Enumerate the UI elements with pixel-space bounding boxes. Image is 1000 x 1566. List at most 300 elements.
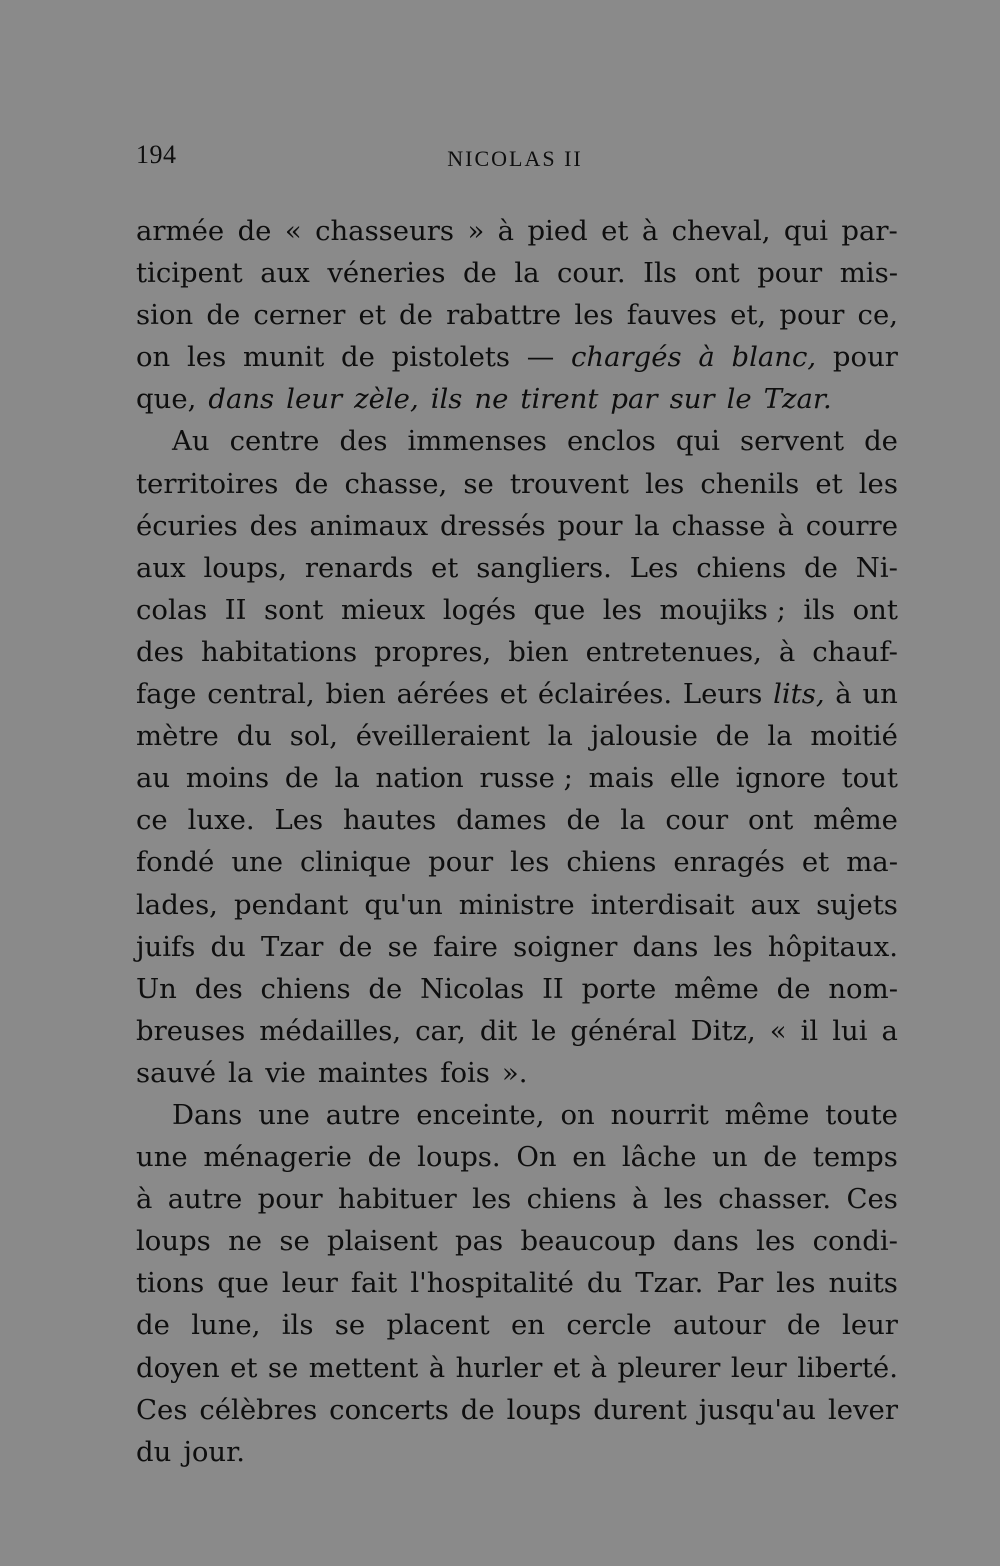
word: cour.: [557, 257, 626, 290]
text-line: [136, 463, 898, 505]
word: fage: [136, 678, 197, 711]
word: chargés: [570, 341, 682, 374]
word: à: [835, 678, 852, 711]
word: sujets: [816, 888, 898, 921]
word: chauf-: [812, 635, 898, 668]
word: chiens: [260, 972, 351, 1005]
word: général: [570, 1014, 677, 1047]
text-line: [136, 210, 898, 252]
word: fait: [350, 1267, 398, 1300]
word: du: [136, 1435, 172, 1468]
word: lits,: [773, 678, 825, 711]
word: On: [516, 1141, 557, 1174]
word: sangliers.: [476, 551, 612, 584]
word: chasseurs: [315, 215, 455, 247]
word: dames: [456, 804, 547, 837]
word: pour: [257, 1183, 323, 1216]
text-line: [136, 968, 898, 1010]
word: Au: [172, 425, 210, 458]
word: loups,: [203, 551, 287, 584]
text-line: [136, 1220, 898, 1262]
word: II: [542, 972, 564, 1005]
word: une: [231, 846, 284, 879]
word: pendant: [233, 888, 349, 921]
word: ticipent: [136, 257, 243, 290]
word: doyen: [136, 1351, 220, 1384]
word: pistolets: [391, 341, 511, 374]
word: mis-: [839, 257, 898, 290]
word: toute: [825, 1098, 898, 1131]
word: pour: [832, 341, 898, 374]
word: chasse: [671, 509, 766, 542]
word: dans: [208, 383, 275, 416]
text-line: [136, 1431, 898, 1473]
word: blanc,: [731, 341, 817, 374]
word: courre: [805, 509, 898, 542]
text-line: [136, 336, 898, 378]
word: à: [778, 635, 796, 668]
word: lades,: [136, 888, 218, 921]
running-title: NICOLAS II: [447, 146, 583, 171]
word: de: [786, 1309, 821, 1342]
text-line: [136, 1094, 898, 1136]
word: sur: [669, 383, 715, 416]
word: de: [136, 1309, 170, 1342]
word: que: [533, 593, 586, 626]
word: se: [279, 1225, 310, 1258]
word: les: [472, 1183, 512, 1216]
word: chiens: [696, 551, 787, 584]
word: un: [712, 1141, 748, 1174]
word: tout: [841, 762, 898, 795]
word: ma-: [846, 846, 898, 879]
text-line: [136, 841, 898, 883]
word: et: [815, 467, 843, 500]
word: à: [641, 215, 659, 247]
word: pas: [455, 1225, 504, 1258]
word: la: [228, 1056, 254, 1089]
word: les: [858, 467, 898, 500]
text-line: [136, 1010, 898, 1052]
text-line: [136, 252, 898, 294]
word: Ces: [136, 1393, 188, 1426]
text-line: [136, 1262, 898, 1304]
word: central,: [207, 678, 315, 711]
text-line: [136, 673, 898, 715]
text-line: [136, 1304, 898, 1346]
word: porte: [581, 972, 657, 1005]
word: Tzar: [261, 930, 324, 963]
word: ont: [694, 257, 740, 290]
word: mètre: [136, 720, 219, 753]
word: ce,: [857, 299, 898, 332]
word: des: [136, 635, 184, 668]
word: ne: [474, 383, 509, 416]
word: le: [531, 1014, 557, 1047]
word: du: [236, 720, 272, 753]
word: sont: [264, 593, 324, 626]
word: beaucoup: [520, 1225, 656, 1258]
word: en: [572, 1141, 607, 1174]
word: du: [210, 930, 246, 963]
word: lune,: [191, 1309, 261, 1342]
word: de: [763, 1141, 798, 1174]
word: concerts: [329, 1393, 449, 1426]
word: la: [334, 762, 360, 795]
text-line: [136, 926, 898, 968]
text-line: [136, 547, 898, 589]
word: écuries: [136, 509, 238, 542]
text-line: [136, 1136, 898, 1178]
word: de: [367, 1141, 402, 1174]
word: de: [368, 972, 403, 1005]
text-line: [136, 1178, 898, 1220]
word: rabattre: [446, 299, 562, 332]
word: et: [230, 1351, 258, 1384]
word: zèle,: [354, 383, 419, 416]
word: renards: [304, 551, 414, 584]
word: et: [431, 551, 459, 584]
word: —: [526, 341, 555, 374]
word: moins: [185, 762, 270, 795]
word: de: [566, 804, 601, 837]
word: et: [552, 1351, 581, 1384]
word: trouvent: [509, 467, 629, 500]
word: ce: [136, 804, 168, 837]
word: jalousie: [590, 720, 698, 753]
text-line: [136, 378, 898, 420]
word: Leurs: [682, 678, 763, 711]
word: de: [284, 762, 319, 795]
word: à: [631, 1183, 649, 1216]
word: de: [460, 1393, 495, 1426]
word: éclairées.: [537, 678, 673, 711]
text-line: [136, 631, 898, 673]
word: dans: [673, 1225, 739, 1258]
word: l'hospitalité: [410, 1267, 574, 1300]
word: autre: [167, 1183, 243, 1216]
word: moujiks ;: [659, 593, 786, 626]
word: hôpitaux.: [767, 930, 898, 963]
word: la: [767, 720, 793, 753]
word: enceinte,: [416, 1098, 545, 1131]
word: hautes: [343, 804, 437, 837]
word: à: [777, 509, 794, 542]
word: les: [510, 846, 550, 879]
word: les: [756, 1225, 796, 1258]
word: Ils: [643, 257, 677, 290]
word: ministre: [458, 888, 575, 921]
word: une: [258, 1098, 310, 1131]
word: faire: [433, 930, 498, 963]
word: se: [334, 1309, 366, 1342]
word: à: [698, 341, 715, 374]
word: à: [590, 1351, 608, 1384]
word: un: [862, 678, 898, 711]
word: jusqu'au: [698, 1393, 817, 1426]
word: à: [428, 1351, 446, 1384]
word: pour: [428, 846, 494, 879]
word: habituer: [338, 1183, 457, 1216]
word: ».: [501, 1056, 528, 1089]
word: II: [224, 593, 247, 626]
word: même: [674, 972, 759, 1005]
word: pied: [527, 215, 588, 247]
word: nation: [375, 762, 464, 795]
word: sion: [136, 299, 194, 332]
word: chiens: [566, 846, 657, 879]
word: loups: [136, 1225, 211, 1258]
word: russe ;: [479, 762, 573, 795]
word: même: [724, 1098, 810, 1131]
word: lâche: [621, 1141, 697, 1174]
word: mais: [588, 762, 655, 795]
word: Par: [716, 1267, 764, 1300]
word: durent: [593, 1393, 687, 1426]
word: sol,: [289, 720, 338, 753]
word: de: [715, 720, 750, 753]
word: il: [800, 1014, 819, 1047]
word: »: [467, 215, 485, 247]
word: aux: [260, 257, 310, 290]
word: les: [713, 930, 753, 963]
word: Tzar.: [763, 383, 832, 416]
word: de: [804, 551, 838, 584]
word: Ces: [846, 1183, 898, 1216]
word: des: [339, 425, 388, 458]
word: dit: [479, 1014, 518, 1047]
word: interdisait: [590, 888, 735, 921]
word: cercle: [566, 1309, 652, 1342]
word: se: [387, 930, 418, 963]
word: dans: [632, 930, 699, 963]
word: pleurer: [617, 1351, 721, 1384]
word: armée: [136, 215, 225, 247]
word: chenils: [700, 467, 800, 500]
word: la: [514, 257, 540, 290]
text-line: [136, 884, 898, 926]
word: la: [620, 804, 646, 837]
word: chasse,: [344, 467, 448, 500]
word: les: [776, 1267, 816, 1300]
word: et,: [730, 299, 767, 332]
word: animaux: [309, 509, 429, 542]
word: vie: [265, 1056, 306, 1089]
word: territoires: [136, 467, 279, 500]
word: aux: [136, 551, 186, 584]
word: servent: [739, 425, 845, 458]
word: car,: [415, 1014, 466, 1047]
word: véneries: [327, 257, 446, 290]
word: soigner: [513, 930, 618, 963]
word: ménagerie: [203, 1141, 352, 1174]
word: leur: [842, 1309, 898, 1342]
word: clinique: [300, 846, 412, 879]
page-number: 194: [136, 140, 177, 169]
word: ignore: [735, 762, 826, 795]
word: jour.: [183, 1435, 245, 1468]
word: à: [136, 1183, 153, 1216]
word: du: [586, 1267, 623, 1300]
word: colas: [136, 593, 208, 626]
word: liberté.: [797, 1351, 898, 1384]
word: se: [267, 1351, 299, 1384]
word: bien: [508, 635, 569, 668]
word: habitations: [200, 635, 358, 668]
word: leur: [286, 383, 343, 416]
word: munit: [242, 341, 325, 374]
word: de: [338, 930, 373, 963]
word: Un: [136, 972, 177, 1005]
word: et: [358, 299, 386, 332]
word: fauves: [626, 299, 717, 332]
word: «: [769, 1014, 787, 1047]
word: leur: [730, 1351, 787, 1384]
word: chasser.: [718, 1183, 832, 1216]
word: même: [813, 804, 898, 837]
word: se: [463, 467, 494, 500]
word: fondé: [136, 846, 215, 879]
word: pour: [557, 509, 623, 542]
word: temps: [812, 1141, 898, 1174]
word: aérées: [396, 678, 490, 711]
text-line: [136, 505, 898, 547]
word: une: [136, 1141, 188, 1174]
word: au: [136, 762, 171, 795]
word: lever: [827, 1393, 898, 1426]
word: immenses: [407, 425, 547, 458]
word: pour: [757, 257, 823, 290]
word: Tzar.: [635, 1267, 704, 1300]
word: tions: [136, 1267, 205, 1300]
word: par-: [841, 215, 898, 247]
word: Ni-: [855, 551, 898, 584]
word: mettent: [308, 1351, 419, 1384]
word: les: [645, 467, 685, 500]
word: et: [601, 215, 629, 247]
word: Les: [629, 551, 679, 584]
word: lui: [832, 1014, 868, 1047]
word: hurler: [455, 1351, 543, 1384]
word: pour: [779, 299, 845, 332]
word: éveilleraient: [355, 720, 530, 753]
word: de: [399, 299, 433, 332]
word: a: [881, 1014, 898, 1047]
word: ils: [803, 593, 836, 626]
word: cheval,: [671, 215, 771, 247]
word: de: [206, 299, 241, 332]
word: Dans: [172, 1098, 243, 1131]
word: sauvé: [136, 1056, 217, 1089]
word: centre: [229, 425, 320, 458]
text-line: [136, 1347, 898, 1389]
word: enclos: [566, 425, 656, 458]
text-line: [136, 1052, 898, 1094]
word: enragés: [673, 846, 785, 879]
word: que,: [136, 383, 197, 416]
word: placent: [386, 1309, 490, 1342]
word: ils: [430, 383, 463, 416]
word: «: [284, 215, 302, 247]
word: de: [294, 467, 329, 500]
word: breuses: [136, 1014, 246, 1047]
word: la: [634, 509, 660, 542]
word: la: [547, 720, 573, 753]
word: les: [187, 341, 227, 374]
text-line: [136, 589, 898, 631]
word: Nicolas: [420, 972, 525, 1005]
word: autre: [325, 1098, 401, 1131]
word: cour: [665, 804, 729, 837]
word: et: [499, 678, 528, 711]
word: entretenues,: [585, 635, 762, 668]
word: Les: [274, 804, 324, 837]
word: en: [511, 1309, 546, 1342]
word: ne: [228, 1225, 263, 1258]
word: maintes: [317, 1056, 429, 1089]
word: les: [663, 1183, 703, 1216]
word: juifs: [136, 930, 196, 963]
word: les: [574, 299, 614, 332]
word: de: [341, 341, 375, 374]
word: les: [602, 593, 642, 626]
word: que: [217, 1267, 269, 1300]
word: nourrit: [610, 1098, 709, 1131]
word: on: [136, 341, 171, 374]
word: et: [801, 846, 830, 879]
word: qui: [675, 425, 720, 458]
word: mieux: [340, 593, 426, 626]
word: bien: [325, 678, 386, 711]
word: des: [249, 509, 298, 542]
word: on: [560, 1098, 595, 1131]
word: chiens: [526, 1183, 617, 1216]
word: aux: [750, 888, 801, 921]
text-line: [136, 420, 898, 462]
word: logés: [442, 593, 517, 626]
word: cerner: [253, 299, 346, 332]
word: propres,: [374, 635, 492, 668]
word: elle: [669, 762, 720, 795]
word: par: [610, 383, 658, 416]
word: leur: [281, 1267, 338, 1300]
word: loups: [506, 1393, 582, 1426]
word: tirent: [520, 383, 599, 416]
word: qui: [783, 215, 829, 247]
word: autour: [672, 1309, 766, 1342]
text-line: [136, 757, 898, 799]
word: condi-: [812, 1225, 898, 1258]
word: fois: [440, 1056, 490, 1089]
word: qu'un: [364, 888, 443, 921]
word: dressés: [439, 509, 546, 542]
word: Ditz,: [690, 1014, 756, 1047]
text-line: [136, 715, 898, 757]
word: à: [497, 215, 515, 247]
word: de: [462, 257, 497, 290]
word: nuits: [828, 1267, 898, 1300]
word: plaisent: [327, 1225, 438, 1258]
word: ils: [281, 1309, 314, 1342]
word: luxe.: [187, 804, 255, 837]
word: nom-: [828, 972, 898, 1005]
body-text: [136, 210, 898, 1473]
word: le: [726, 383, 752, 416]
word: ont: [852, 593, 898, 626]
word: moitié: [810, 720, 898, 753]
word: célèbres: [199, 1393, 318, 1426]
word: de: [776, 972, 811, 1005]
